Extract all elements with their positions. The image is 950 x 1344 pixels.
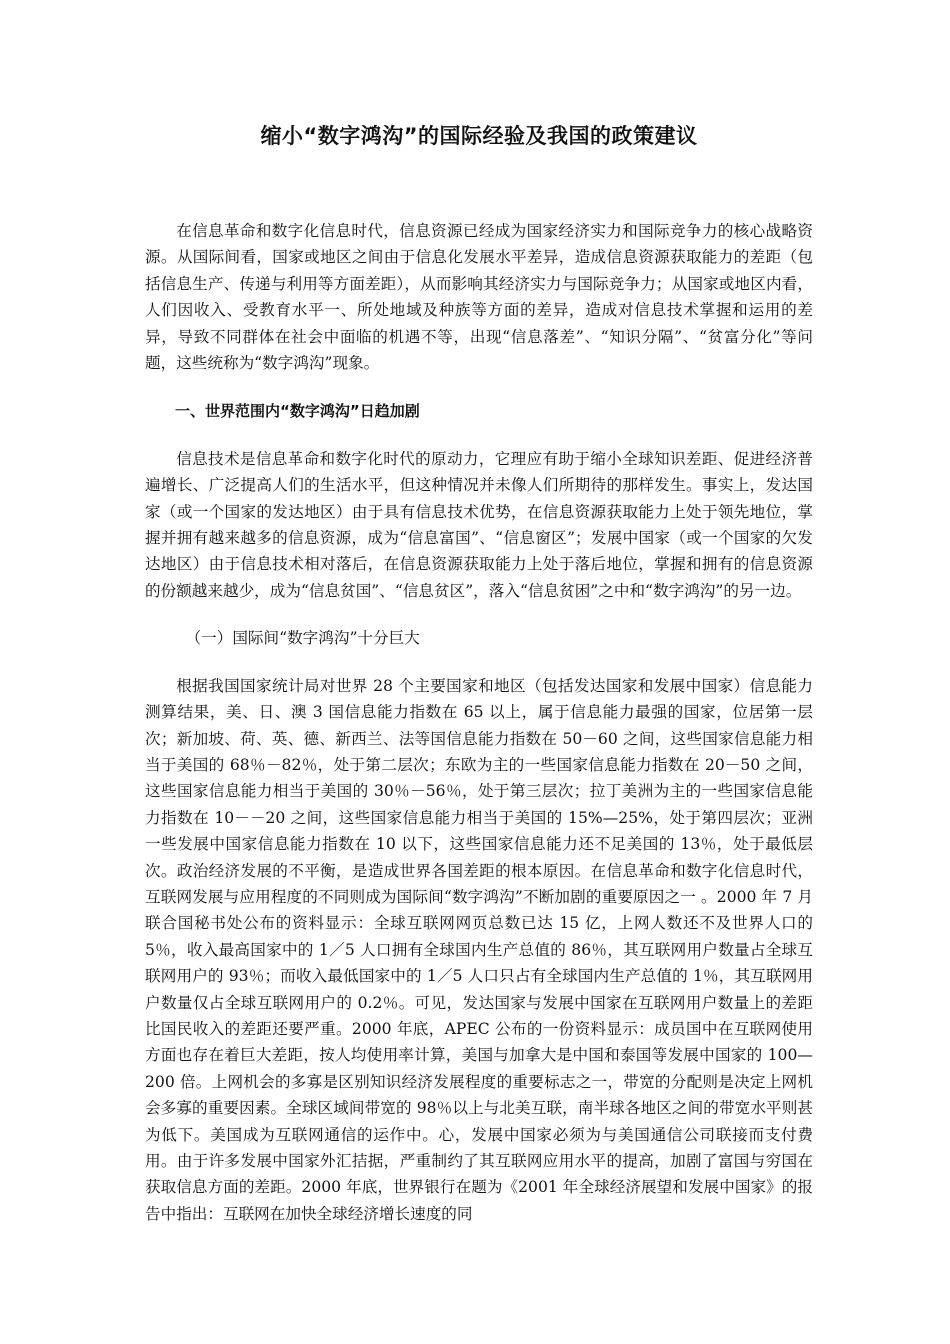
section-heading-1: 一、世界范围内“数字鸿沟”日趋加剧 [175, 402, 420, 421]
document-page [145, 118, 813, 1227]
subsection-1-paragraph: 根据我国国家统计局对世界 28 个主要国家和地区（包括发达国家和发展中国家）信息能力测算结果，美、日、澳 3 国信息能力指数在 65 以上，属于信息能力最强的国家，位居第一层次；新加坡、荷、英、德、新西兰、法等国信息能力指数在 50－60 之间，这些国家信息能力相当于美国的 68％－82％，处于第二层次；东欧为主的一些国家信息能力指数在 20－50 之间，这些国家信息能力相当于美国的 30％－56％，处于第三层次；拉丁美洲为主的一些国家信息能力指数在 10－－20 之间，这些国家信息能力相当于美国的 15%—25%，处于第四层次；亚洲一些发展中国家信息能力指数在 10 以下，这些国家信息能力还不足美国的 13％，处于最低层次。政治经济发展的不平衡，是造成世界各国差距的根本原因。在信息革命和数字化信息时代，互联网发展与应用程度的不同则成为国际间“数字鸿沟”不断加剧的重要原因之一 。2000 年 7 月联合国秘书处公布的资料显示：全球互联网网页总数已达 15 亿，上网人数还不及世界人口的 5％，收入最高国家中的 1／5 人口拥有全球国内生产总值的 86％，其互联网用户数量占全球互联网用户的 93％；而收入最低国家中的 1／5 人口只占有全球国内生产总值的 1％，其互联网用户数量仅占全球互联网用户的 0.2％。可见，发达国家与发展中国家在互联网用户数量上的差距比国民收入的差距还要严重。2000 年底，APEC 公布的一份资料显示：成员国中在互联网使用方面也存在着巨大差距，按人均使用率计算，美国与加拿大是中国和泰国等发展中国家的 100—200 倍。上网机会的多寡是区别知识经济发展程度的重要标志之一，带宽的分配则是决定上网机会多寡的重要因素。全球区域间带宽的 98％以上与北美互联，南半球各地区之间的带宽水平则甚为低下。美国成为互联网通信的运作中。心，发展中国家必须为与美国通信公司联接而支付费用。由于许多发展中国家外汇拮据，严重制约了其互联网应用水平的提高，加剧了富国与穷国在获取信息方面的差距。2000 年底，世界银行在题为《2001 年全球经济展望和发展中国家》的报告中指出：互联网在加快全球经济增长速度的同 [145, 676, 813, 1223]
section-1-paragraph: 信息技术是信息革命和数字化时代的原动力，它理应有助于缩小全球知识差距、促进经济普遍增长、广泛提高人们的生活水平，但这种情况并未像人们所期待的那样发生。事实上，发达国家（或一个国家的发达地区）由于具有信息技术优势，在信息资源获取能力上处于领先地位，掌握并拥有越来越多的信息资源，成为“信息富国”、“信息窗区”；发展中国家（或一个国家的欠发达地区）由于信息技术相对落后，在信息资源获取能力上处于落后地位，掌握和拥有的信息资源的份额越来越少，成为“信息贫国”、“信息贫区”，落入“信息贫困”之中和“数字鸿沟”的另一边。 [145, 449, 813, 600]
intro-paragraph: 在信息革命和数字化信息时代，信息资源已经成为国家经济实力和国际竞争力的核心战略资源。从国际间看，国家或地区之间由于信息化发展水平差异，造成信息资源获取能力的差距（包括信息生产、传递与利用等方面差距），从而影响其经济实力与国际竞争力；从国家或地区内看，人们因收入、受教育水平一、所处地域及种族等方面的差异，造成对信息技术掌握和运用的差异，导致不同群体在社会中面临的机遇不等，出现“信息落差”、“知识分隔”、“贫富分化”等问题，这些统称为“数字鸿沟”现象。 [145, 222, 813, 373]
document-title: 缩小“数字鸿沟”的国际经验及我国的政策建议 [260, 124, 698, 148]
subsection-heading-1: （一）国际间“数字鸿沟”十分巨大 [185, 629, 420, 648]
